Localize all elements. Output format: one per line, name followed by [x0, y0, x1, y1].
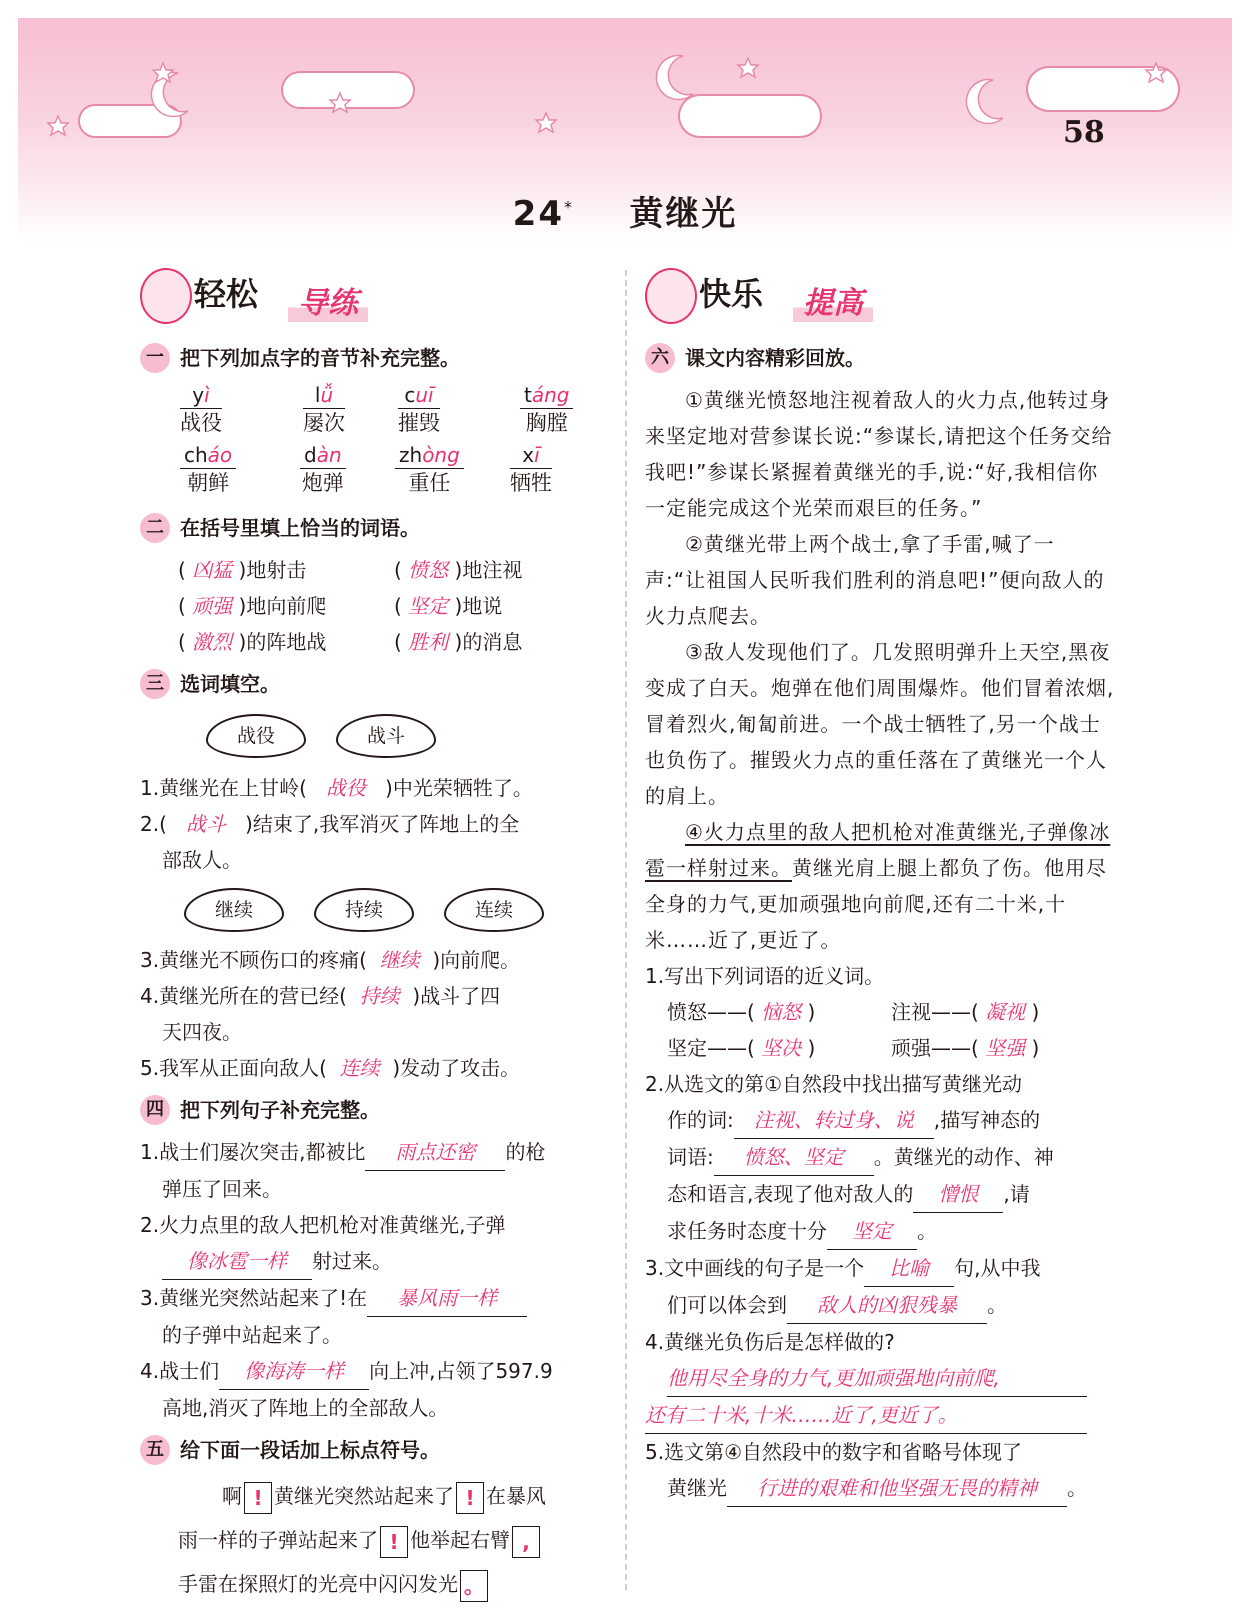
passage-paragraph-3: ③敌人发现他们了。几发照明弹升上天空,黑夜变成了白天。炮弹在他们周围爆炸。他们冒着浓烟,冒着烈火,匍匐前进。一个战士牺牲了,另一个战士也负伤了。摧毁火力点的重任落在了黄继光一个人的肩上。: [645, 640, 1115, 808]
bear-mascot-icon: [645, 268, 697, 324]
passage-paragraph-2: ②黄继光带上两个战士,拿了手雷,喊了一声:“让祖国人民听我们胜利的消息吧!”便向敌人的火力点爬去。: [645, 532, 1105, 628]
fill-sentence: 4.黄继光所在的营已经( 持续 )战斗了四: [140, 984, 501, 1008]
question-number: 一: [140, 343, 170, 373]
lesson-mark: *: [563, 197, 574, 217]
punct-line: 手雷在探照灯的光亮中闪闪发光 。: [140, 1562, 610, 1606]
question-text: 在括号里填上恰当的词语。: [180, 516, 420, 540]
pinyin-item: zhòng 重任: [395, 442, 464, 497]
sub-question-3-line: 们可以体会到 敌人的凶狠残暴 。: [645, 1287, 1115, 1324]
pinyin-item: cháo 朝鲜: [180, 442, 236, 497]
pinyin-item: dàn 炮弹: [301, 443, 344, 495]
fill-sentence-cont: 弹压了回来。: [162, 1177, 282, 1201]
leaf-word: 战斗: [336, 714, 436, 758]
answer-line: 还有二十米,十米……近了,更近了。: [645, 1397, 1115, 1434]
word-leaves: [184, 888, 610, 932]
fill-row: ( 凶猛 )地射击 ( 愤怒 )地注视: [178, 558, 523, 582]
sub-question-2: 2.从选文的第①自然段中找出描写黄继光动: [645, 1072, 1023, 1096]
sub-question-2-line: 作的词: 注视、转过身、说 ,描写神态的: [645, 1102, 1115, 1139]
question-2-title: [140, 510, 610, 546]
leaf-word: 战役: [206, 714, 306, 758]
question-text: 选词填空。: [180, 672, 280, 696]
fill-sentence-cont: 高地,消灭了阵地上的全部敌人。: [162, 1396, 449, 1420]
word-leaves: [206, 714, 610, 758]
answer-line: 他用尽全身的力气,更加顽强地向前爬,: [645, 1360, 1115, 1397]
fill-sentence-cont: 部敌人。: [162, 848, 242, 872]
sub-question-2-line: 态和语言,表现了他对敌人的 憎恨 ,请: [645, 1176, 1115, 1213]
page-number: 58: [1063, 115, 1105, 150]
left-column: [140, 268, 610, 1606]
section-word: 快乐: [699, 275, 764, 313]
fill-sentence: 3.黄继光不顾伤口的疼痛( 继续 )向前爬。: [140, 948, 521, 972]
punct-line: 啊 ! 黄继光突然站起来了 ! 在暴风: [140, 1474, 610, 1518]
section-word: 轻松: [194, 275, 259, 313]
leaf-word: 继续: [184, 888, 284, 932]
leaf-word: 连续: [444, 888, 544, 932]
question-3-title: [140, 666, 610, 702]
fill-row: ( 顽强 )地向前爬 ( 坚定 )地说: [178, 594, 503, 618]
question-5-title: [140, 1432, 610, 1468]
pinyin-item: yì 战役: [180, 383, 222, 435]
punct-line: 雨一样的子弹站起来了 ! 他举起右臂 ,: [140, 1518, 610, 1562]
fill-sentence: 5.我军从正面向敌人( 连续 )发动了攻击。: [140, 1056, 521, 1080]
pinyin-item: lǚ 屡次: [303, 383, 345, 435]
lesson-name: 黄继光: [629, 194, 738, 234]
question-number: 三: [140, 669, 170, 699]
fill-sentence: 4.战士们 像海涛一样 向上冲,占领了597.9: [140, 1353, 610, 1390]
passage-paragraph-4: ④火力点里的敌人把机枪对准黄继光,子弹像冰雹一样射过来。黄继光肩上腿上都负了伤。他用尽全身的力气,更加顽强地向前爬,还有二十米,十米……近了,更近了。: [645, 820, 1111, 952]
section-header-left: [140, 268, 610, 332]
fill-sentence-cont: 的子弹中站起来了。: [162, 1323, 342, 1347]
question-4-title: [140, 1092, 610, 1128]
question-number: 二: [140, 513, 170, 543]
lesson-number: 24: [512, 194, 564, 234]
question-number: 五: [140, 1435, 170, 1465]
question-1-title: [140, 340, 610, 376]
passage-paragraph-1: ①黄继光愤怒地注视着敌人的火力点,他转过身来坚定地对营参谋长说:“参谋长,请把这个任务交给我吧!”参谋长紧握着黄继光的手,说:“好,我相信你一定能完成这个光荣而艰巨的任务。”: [645, 388, 1113, 520]
pinyin-item: xī 牺牲: [510, 443, 552, 495]
question-text: 课文内容精彩回放。: [685, 346, 865, 370]
sub-question-5-line: 黄继光 行进的艰难和他坚强无畏的精神 。: [645, 1470, 1115, 1507]
cat-mascot-icon: [140, 268, 192, 324]
synonym-row: 愤怒——( 恼怒 ) 注视——( 凝视 ): [667, 1000, 1040, 1024]
section-pink-word: 导练: [288, 286, 368, 322]
section-pink-word: 提高: [793, 286, 873, 322]
pinyin-row-1: [140, 382, 610, 442]
question-text: 把下列加点字的音节补充完整。: [180, 346, 460, 370]
leaf-word: 持续: [314, 888, 414, 932]
section-header-right: [645, 268, 1115, 332]
pinyin-item: cuī 摧毁: [398, 383, 440, 435]
sub-question-4: 4.黄继光负伤后是怎样做的?: [645, 1330, 895, 1354]
pinyin-item: táng 胸膛: [520, 382, 573, 437]
pinyin-row-2: [140, 442, 610, 504]
question-6-title: [645, 340, 1115, 376]
fill-sentence-cont: 天四夜。: [162, 1020, 242, 1044]
question-number: 四: [140, 1095, 170, 1125]
fill-sentence-cont: 像冰雹一样 射过来。: [140, 1243, 610, 1280]
fill-sentence: 3.黄继光突然站起来了!在 暴风雨一样: [140, 1280, 610, 1317]
column-divider: [625, 270, 627, 1590]
fill-sentence: 2.火力点里的敌人把机枪对准黄继光,子弹: [140, 1213, 506, 1237]
fill-sentence: 2.( 战斗 )结束了,我军消灭了阵地上的全: [140, 812, 520, 836]
fill-sentence: 1.战士们屡次突击,都被比 雨点还密 的枪: [140, 1134, 610, 1171]
fill-sentence: 1.黄继光在上甘岭( 战役 )中光荣牺牲了。: [140, 776, 533, 800]
fill-row: ( 激烈 )的阵地战 ( 胜利 )的消息: [178, 630, 523, 654]
sub-question-2-line: 词语: 愤怒、坚定 。黄继光的动作、神: [645, 1139, 1115, 1176]
synonym-row: 坚定——( 坚决 ) 顽强——( 坚强 ): [667, 1036, 1040, 1060]
question-text: 把下列句子补充完整。: [180, 1098, 380, 1122]
lesson-title: [0, 186, 1250, 235]
sub-question-1: 1.写出下列词语的近义词。: [645, 964, 885, 988]
sub-question-5: 5.选文第④自然段中的数字和省略号体现了: [645, 1440, 1023, 1464]
question-text: 给下面一段话加上标点符号。: [180, 1438, 440, 1462]
question-number: 六: [645, 343, 675, 373]
sub-question-3: 3.文中画线的句子是一个 比喻 句,从中我: [645, 1250, 1115, 1287]
sub-question-2-line: 求任务时态度十分 坚定 。: [645, 1213, 1115, 1250]
right-column: [645, 268, 1115, 1507]
